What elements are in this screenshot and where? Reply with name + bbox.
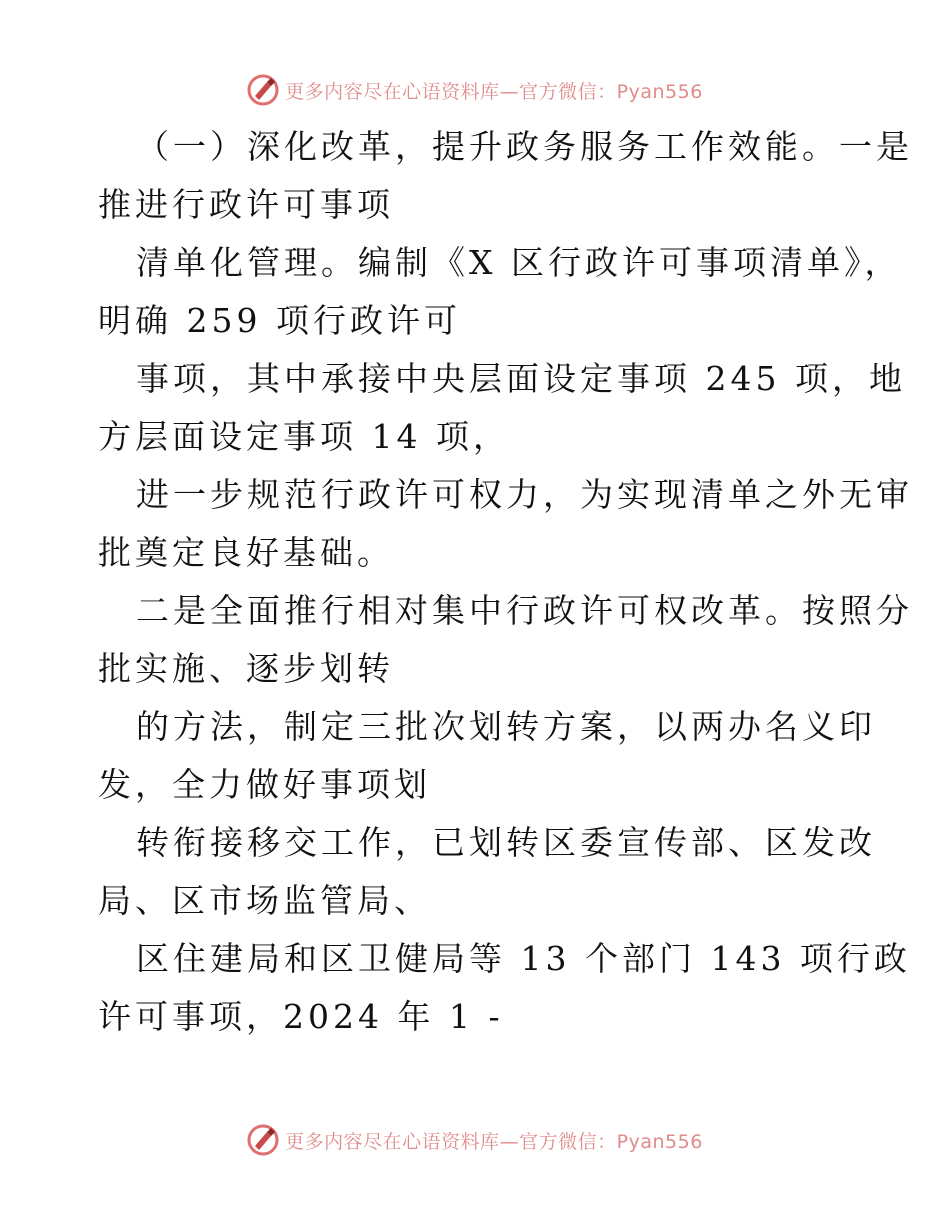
text-line: 批实施、逐步划转 — [98, 649, 394, 688]
watermark-text: 更多内容尽在心语资料库—官方微信：Pyan556 — [285, 80, 703, 103]
text-line: 推进行政许可事项 — [98, 185, 394, 224]
brand-logo-icon — [247, 1124, 279, 1156]
brand-logo-icon — [247, 74, 279, 106]
footer-watermark — [0, 1120, 950, 1160]
document-body — [98, 118, 913, 1046]
text-line: 方层面设定事项 14 项， — [98, 417, 510, 456]
text-line: 事项，其中承接中央层面设定事项 245 项，地 — [136, 359, 906, 398]
text-line: 明确 259 项行政许可 — [98, 301, 461, 340]
text-line: 二是全面推行相对集中行政许可权改革。按照分 — [136, 591, 913, 630]
text-line: 进一步规范行政许可权力，为实现清单之外无审 — [136, 475, 913, 514]
watermark-text: 更多内容尽在心语资料库—官方微信：Pyan556 — [285, 1130, 703, 1153]
text-line: 的方法，制定三批次划转方案，以两办名义印 — [136, 707, 876, 746]
text-line: 清单化管理。编制《X 区行政许可事项清单》， — [136, 243, 902, 282]
text-line: 转衔接移交工作，已划转区委宣传部、区发改 — [136, 823, 876, 862]
text-line: 局、区市场监管局、 — [98, 881, 431, 920]
text-line: 许可事项，2024 年 1 - — [98, 997, 504, 1036]
text-line: （一）深化改革，提升政务服务工作效能。一是 — [136, 127, 913, 166]
text-line: 批奠定良好基础。 — [98, 533, 394, 572]
text-line: 发，全力做好事项划 — [98, 765, 431, 804]
header-watermark — [0, 70, 950, 110]
text-line: 区住建局和区卫健局等 13 个部门 143 项行政 — [136, 939, 911, 978]
